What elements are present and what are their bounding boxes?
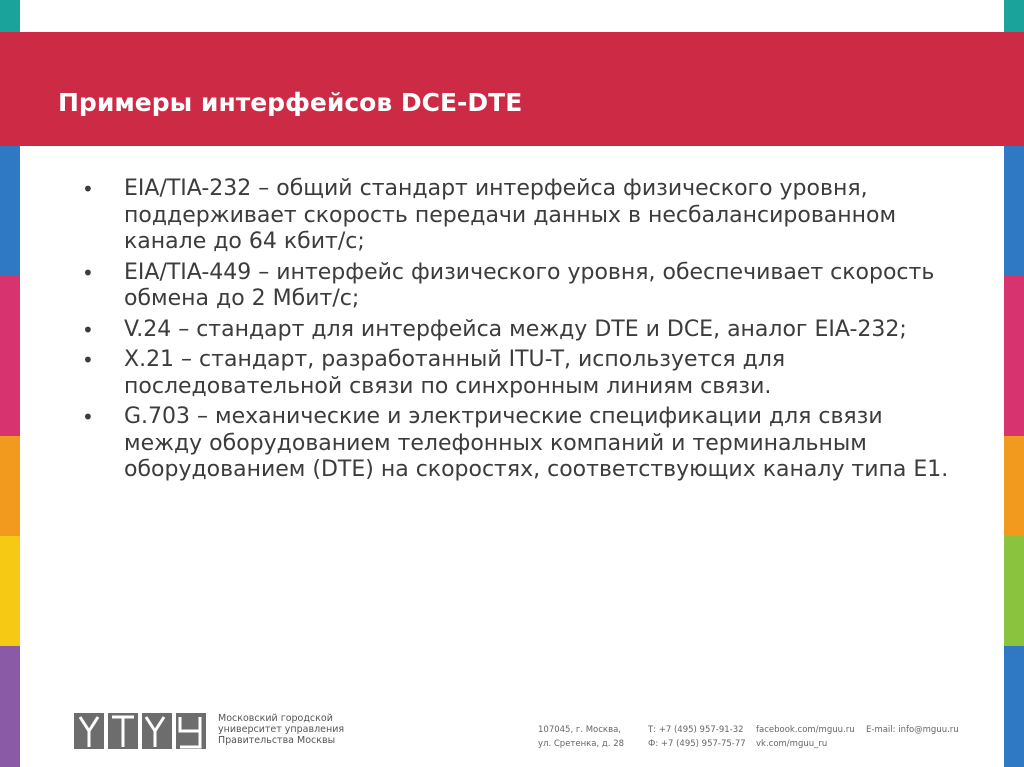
bullet-icon: • — [82, 260, 94, 285]
bullet-text: X.21 – стандарт, разработанный ITU-T, используется для последовательной связи по синхронным линиям связи. — [124, 347, 786, 399]
footer-email — [866, 723, 959, 737]
right-color-strip — [1004, 0, 1024, 767]
footer-address: 107045, г. Москва, ул. Сретенка, д. 28 — [538, 725, 625, 749]
slide-title: Примеры интерфейсов DCE-DTE — [58, 88, 523, 117]
title-band — [20, 32, 1004, 146]
list-item — [82, 176, 962, 256]
university-logo-icon — [74, 713, 210, 749]
footer-social-links — [756, 723, 855, 751]
slide — [20, 0, 1004, 767]
facebook-link[interactable]: facebook.com/mguu.ru — [756, 725, 855, 735]
footer — [20, 705, 1004, 755]
bullet-icon: • — [82, 317, 94, 342]
bullet-text: V.24 – стандарт для интерфейса между DTE и DCE, аналог EIA-232; — [124, 316, 907, 342]
left-color-strip — [0, 0, 20, 767]
vk-link[interactable]: vk.com/mguu_ru — [756, 739, 828, 749]
university-name: Московский городской университет управления Правительства Москвы — [218, 713, 345, 746]
bullet-icon: • — [82, 348, 94, 372]
bullet-icon: • — [82, 405, 94, 429]
list-item — [82, 347, 962, 400]
bullet-list — [82, 176, 962, 488]
list-item — [82, 260, 962, 313]
bullet-text: G.703 – механические и электрические спецификации для связи между оборудованием телефонных компаний и терминальным оборудованием (DTE) на скоростях, соответствующих каналу типа E1. — [124, 404, 949, 482]
bullet-text: EIA/TIA-232 – общий стандарт интерфейса физического уровня, поддерживает скорость передачи данных в несбалансированном канале до 64 кбит/с; — [124, 176, 897, 254]
list-item — [82, 317, 962, 344]
email-link[interactable]: E-mail: info@mguu.ru — [866, 725, 959, 735]
bullet-icon: • — [82, 177, 94, 201]
footer-phones: Т: +7 (495) 957-91-32 Ф: +7 (495) 957-75-77 — [648, 725, 746, 749]
bullet-text: EIA/TIA-449 – интерфейс физического уровня, обеспечивает скорость обмена до 2 Мбит/с; — [124, 259, 935, 311]
list-item — [82, 404, 962, 484]
